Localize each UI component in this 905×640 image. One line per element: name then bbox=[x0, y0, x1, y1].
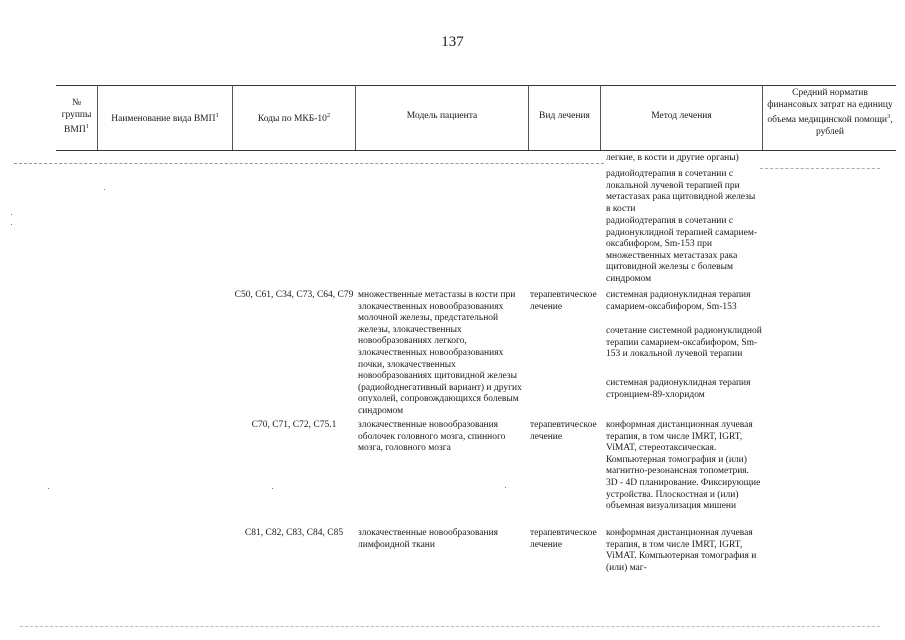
method-text: сочетание системной радионуклидной терапии самарием-оксабифором, Sm-153 и локальной лучевой терапии bbox=[606, 326, 762, 360]
method-item bbox=[606, 290, 762, 313]
patient-model-text: злокачественные новообразования оболочек головного мозга, спинного мозга, головного мозга bbox=[358, 420, 506, 454]
patient-model-cell bbox=[358, 420, 526, 455]
header-patient-model bbox=[356, 111, 528, 123]
header-patient-model-text: Модель пациента bbox=[406, 111, 478, 121]
header-treatment-method bbox=[601, 111, 762, 123]
method-text: радиойодтерапия в сочетании с локальной лучевой терапией при метастазах рака щитовидной железы в кости bbox=[606, 169, 756, 214]
method-item bbox=[606, 378, 762, 401]
method-text: легкие, в кости и другие органы) bbox=[606, 153, 739, 163]
icd-codes-cell bbox=[233, 528, 355, 540]
header-vmp-name-text: Наименование вида ВМП bbox=[111, 114, 216, 125]
footnote-mark: 2 bbox=[326, 112, 331, 119]
scan-artifact-dot bbox=[104, 189, 105, 190]
scan-artifact-line bbox=[20, 626, 880, 627]
table-top-border bbox=[56, 85, 896, 86]
treatment-type-cell bbox=[530, 420, 598, 443]
patient-model-cell bbox=[358, 290, 526, 418]
method-item bbox=[606, 153, 762, 165]
patient-model-text: множественные метастазы в кости при злокачественных новообразованиях молочной железы, предстательной железы, злокачественных новообразованиях легкого, злокачественных новообразованиях почки, злокачественных новообразованиях щитовидной железы (радиойоднегативный вариант) и других опухолей, сопровождающихся болевым синдромом bbox=[358, 290, 522, 416]
patient-model-text: злокачественные новообразования лимфоидной ткани bbox=[358, 528, 499, 550]
header-bottom-border bbox=[56, 150, 896, 151]
icd-codes-cell bbox=[233, 420, 355, 432]
method-text: системная радионуклидная терапия стронцием-89-хлоридом bbox=[606, 378, 751, 400]
patient-model-cell bbox=[358, 528, 526, 551]
header-cost bbox=[766, 88, 894, 138]
footnote-mark: 1 bbox=[85, 123, 89, 130]
treatment-type-text: терапевтическое лечение bbox=[530, 528, 597, 550]
method-text: конформная дистанционная лучевая терапия, в том числе IMRT, IGRT, ViMAT, стереотаксическая. Компьютерная томография и (или) магнитно-резонансная топометрия. 3D - 4D планирование. Фиксирующие устройства. Плоскостная и (или) объемная визуализация мишени bbox=[606, 420, 761, 512]
footnote-mark: 1 bbox=[215, 112, 219, 119]
header-treatment-method-text: Метод лечения bbox=[651, 111, 712, 121]
header-cost-text: Средний норматив финансовых затрат на единицу объема медицинской помощи bbox=[767, 88, 893, 126]
icd-codes-text: C50, C61, C34, C73, C64, C79 bbox=[234, 290, 354, 300]
icd-codes-text: C70, C71, C72, C75.1 bbox=[251, 420, 337, 430]
scan-artifact-dot bbox=[272, 488, 273, 489]
col-divider bbox=[762, 85, 763, 150]
treatment-type-text: терапевтическое лечение bbox=[530, 290, 597, 312]
method-item bbox=[606, 169, 762, 215]
footnote-mark: 3 bbox=[887, 113, 891, 120]
header-treatment-type bbox=[529, 111, 600, 123]
header-cost-tail: , рублей bbox=[816, 115, 893, 137]
method-item bbox=[606, 326, 762, 361]
treatment-type-text: терапевтическое лечение bbox=[530, 420, 597, 442]
method-text: системная радионуклидная терапия самарием-оксабифором, Sm-153 bbox=[606, 290, 751, 312]
icd-codes-text: C81, C82, C83, C84, C85 bbox=[244, 528, 344, 538]
scan-artifact-dot bbox=[11, 214, 12, 215]
icd-codes-cell bbox=[233, 290, 355, 302]
header-icd-codes-text: Коды по МКБ-10 bbox=[257, 114, 327, 125]
header-vmp-name bbox=[98, 110, 232, 126]
header-group-number bbox=[56, 98, 97, 137]
header-icd-codes bbox=[233, 110, 355, 126]
scan-artifact-dot bbox=[11, 224, 12, 225]
method-item bbox=[606, 528, 762, 574]
scan-artifact-line bbox=[760, 168, 880, 169]
method-text: радиойодтерапия в сочетании с радионуклидной терапией самарием-оксабифором, Sm-153 при множественных метастазах рака щитовидной железы с болевым синдромом bbox=[606, 216, 758, 284]
scan-artifact-line bbox=[14, 163, 604, 164]
treatment-type-cell bbox=[530, 528, 598, 551]
header-group-text: № группы ВМП bbox=[61, 98, 92, 136]
method-text: конформная дистанционная лучевая терапия, в том числе IMRT, IGRT, ViMAT. Компьютерная томография и (или) маг- bbox=[606, 528, 757, 573]
method-item bbox=[606, 216, 762, 286]
method-item bbox=[606, 420, 762, 513]
treatment-type-cell bbox=[530, 290, 598, 313]
scan-artifact-dot bbox=[48, 488, 49, 489]
page-number: 137 bbox=[441, 34, 464, 50]
header-treatment-type-text: Вид лечения bbox=[539, 111, 590, 121]
scan-artifact-dot bbox=[505, 487, 506, 488]
